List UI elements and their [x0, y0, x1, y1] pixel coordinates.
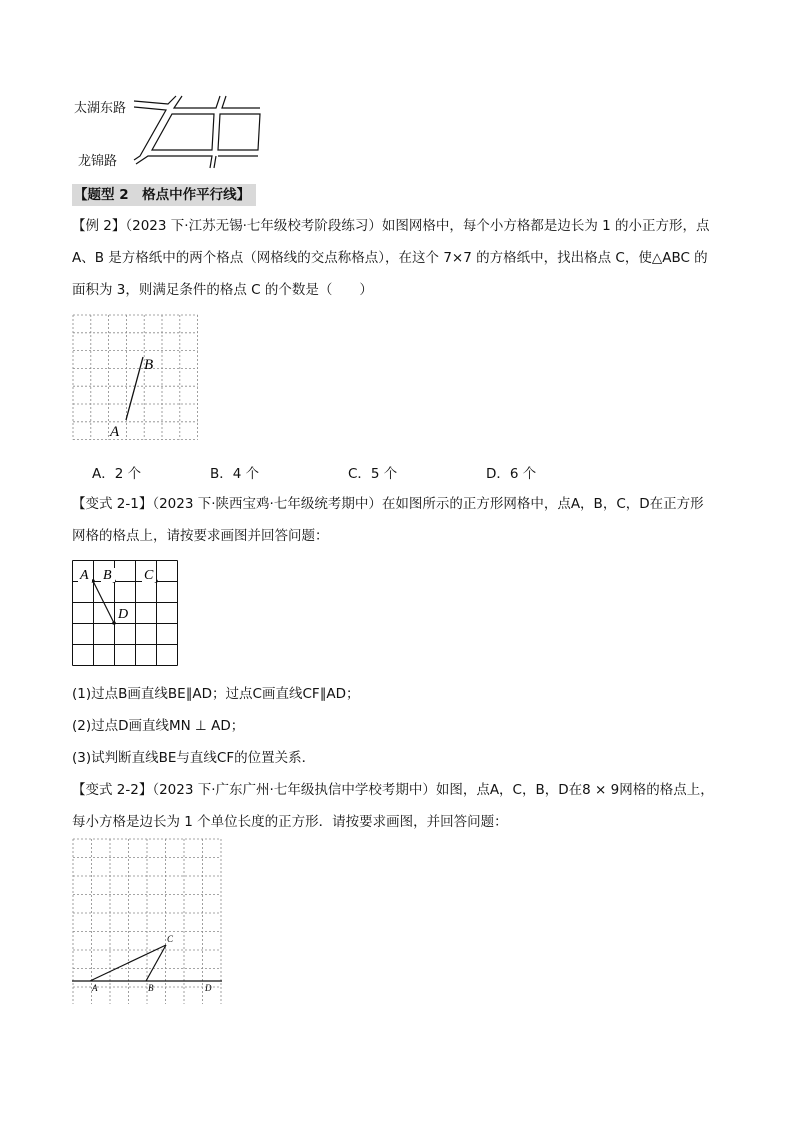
- road-label-longjin: 龙锦路: [78, 154, 118, 169]
- road-map-lines: [130, 94, 270, 174]
- variant22-grid-figure: [72, 838, 224, 1004]
- variant21-grid-figure: [72, 560, 180, 666]
- point-label-a: A: [80, 568, 89, 583]
- variant21-question1: (1)过点B画直线BE∥AD；过点C画直线CF∥AD；: [72, 686, 360, 702]
- point-label-a: A: [110, 424, 120, 440]
- point-label-d: D: [118, 607, 129, 622]
- point-label-a: A: [92, 983, 98, 993]
- option-c: C．5 个: [348, 466, 398, 482]
- point-label-c: C: [144, 568, 154, 583]
- point-label-b: B: [103, 568, 112, 583]
- segment-ab: [126, 357, 143, 420]
- variant21-line1: 【变式 2-1】（2023 下·陕西宝鸡·七年级统考期中）在如图所示的正方形网格中，点A，B，C，D在正方形: [72, 496, 704, 512]
- point-d: [112, 621, 116, 625]
- point-label-c: C: [167, 934, 174, 944]
- segment-ac: [90, 945, 166, 981]
- point-label-d: D: [205, 983, 212, 993]
- variant21-question3: (3)试判断直线BE与直线CF的位置关系．: [72, 750, 316, 766]
- option-a: A．2 个: [92, 466, 142, 482]
- section-heading: 【题型 2 格点中作平行线】: [72, 184, 256, 206]
- example2-line2: A、B 是方格纸中的两个格点（网格线的交点称格点），在这个 7×7 的方格纸中，找出格点 C，使△ABC 的: [72, 250, 708, 266]
- example2-grid-figure: [72, 314, 200, 442]
- point-label-b: B: [144, 357, 154, 373]
- example2-line1: 【例 2】（2023 下·江苏无锡·七年级校考阶段练习）如图网格中，每个小方格都是边长为 1 的小正方形，点: [72, 218, 710, 234]
- road-label-taihu-east: 太湖东路: [74, 101, 127, 116]
- option-d: D．6 个: [486, 466, 537, 482]
- variant21-line2: 网格的格点上，请按要求画图并回答问题：: [72, 528, 329, 544]
- variant22-line1: 【变式 2-2】（2023 下·广东广州·七年级执信中学校考期中）如图，点A，C，B，D在8 × 9网格的格点上，: [72, 782, 714, 798]
- option-b: B．4 个: [210, 466, 260, 482]
- variant21-question2: (2)过点D画直线MN ⊥ AD；: [72, 718, 245, 734]
- point-label-b: B: [148, 983, 154, 993]
- variant22-line2: 每小方格是边长为 1 个单位长度的正方形．请按要求画图，并回答问题：: [72, 814, 508, 830]
- example2-line3: 面积为 3，则满足条件的格点 C 的个数是（ ）: [72, 282, 373, 298]
